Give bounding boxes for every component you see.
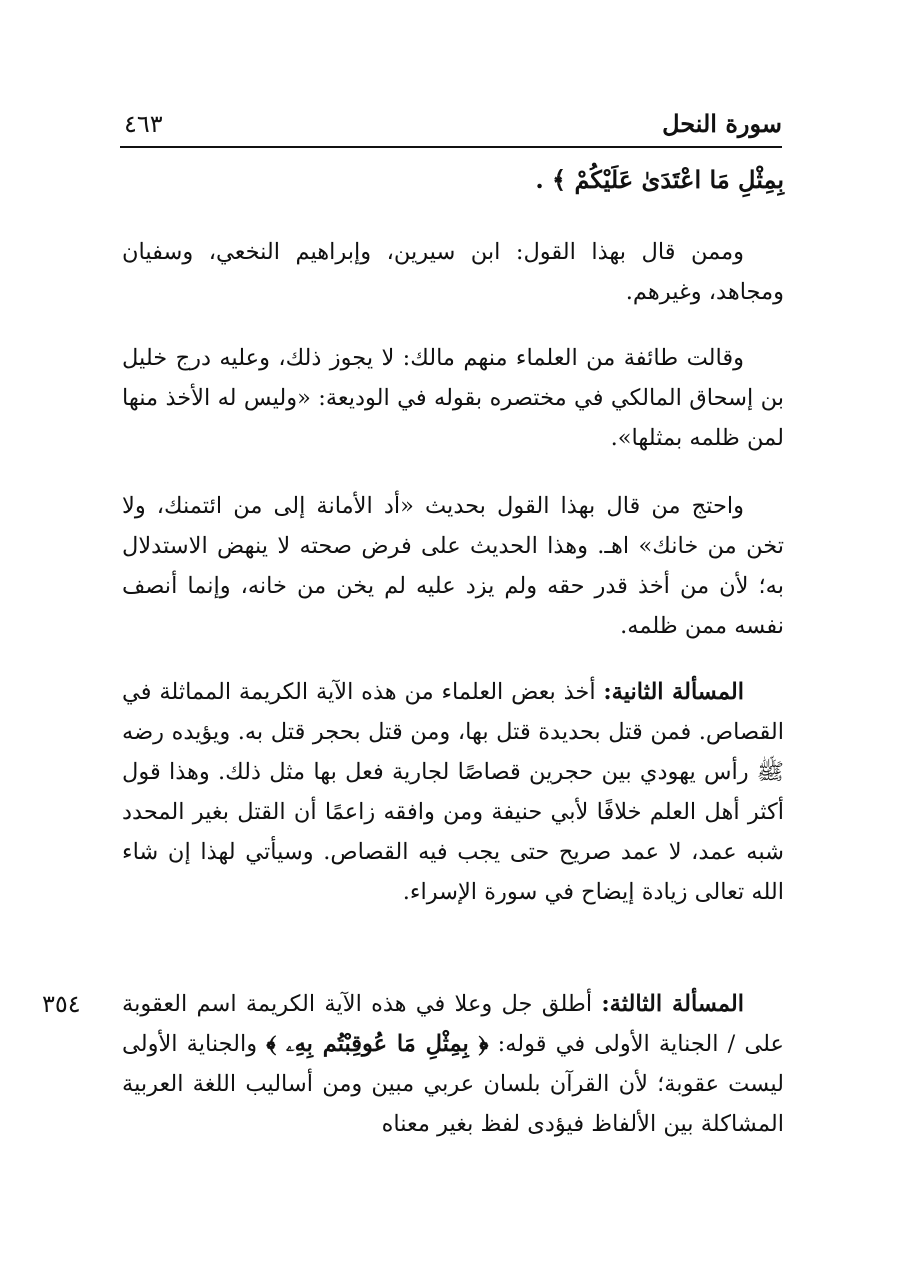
- paragraph-text: أخذ بعض العلماء من هذه الآية الكريمة المماثلة في القصاص. فمن قتل بحديدة قتل بها، ومن قتل بحجر قتل به. ويؤيده رضه ﷺ رأس يهودي بين حجرين قصاصًا لجارية فعل بها مثل ذلك. وهذا قول أكثر أهل العلم خلافًا لأبي حنيفة ومن وافقه زاعمًا أن القتل بغير المحدد شبه عمد، لا عمد صريح حتى يجب فيه القصاص. وسيأتي لهذا إن شاء الله تعالى زيادة إيضاح في سورة الإسراء.: [122, 679, 784, 905]
- page-header: [120, 108, 782, 148]
- paragraph: [122, 232, 784, 312]
- paragraph-text: وممن قال بهذا القول: ابن سيرين، وإبراهيم النخعي، وسفيان ومجاهد، وغيرهم.: [122, 239, 784, 305]
- paragraph: [122, 984, 784, 1144]
- paragraph-text: أطلق جل وعلا في هذه الآية الكريمة اسم العقوبة على / الجناية الأولى في قوله:: [122, 991, 784, 1057]
- paragraph: [122, 486, 784, 646]
- issue-heading: المسألة الثالثة:: [601, 991, 745, 1017]
- paragraph: [122, 338, 784, 458]
- quran-quote: ﴿ بِمِثْلِ مَا عُوقِبْتُم بِهِۦ ﴾: [266, 1031, 489, 1057]
- page-number: ٤٦٣: [124, 110, 163, 138]
- paragraph-text: واحتج من قال بهذا القول بحديث «أد الأمانة إلى من ائتمنك، ولا تخن من خانك» اهـ. وهذا الحديث على فرض صحته لا ينهض الاستدلال به؛ لأن من أخذ قدر حقه ولم يزد عليه لم يخن من خانه، وإنما أنصف نفسه ممن ظلمه.: [122, 493, 784, 639]
- paragraph-text: وقالت طائفة من العلماء منهم مالك: لا يجوز ذلك، وعليه درج خليل بن إسحاق المالكي في مختصره بقوله في الوديعة: «وليس له الأخذ منها لمن ظلمه بمثلها».: [122, 345, 784, 451]
- paragraph-text: والجناية الأولى ليست عقوبة؛ لأن القرآن بلسان عربي مبين ومن أساليب اللغة العربية المشاكلة بين الألفاظ فيؤدى لفظ بغير معناه: [122, 1031, 784, 1137]
- surah-title: سورة النحل: [662, 109, 782, 138]
- verse-fragment: بِمِثْلِ مَا اعْتَدَىٰ عَلَيْكُمْ ﴾ .: [535, 165, 784, 194]
- issue-heading: المسألة الثانية:: [603, 679, 744, 705]
- margin-page-number: ٣٥٤: [42, 990, 81, 1018]
- paragraph: [122, 672, 784, 912]
